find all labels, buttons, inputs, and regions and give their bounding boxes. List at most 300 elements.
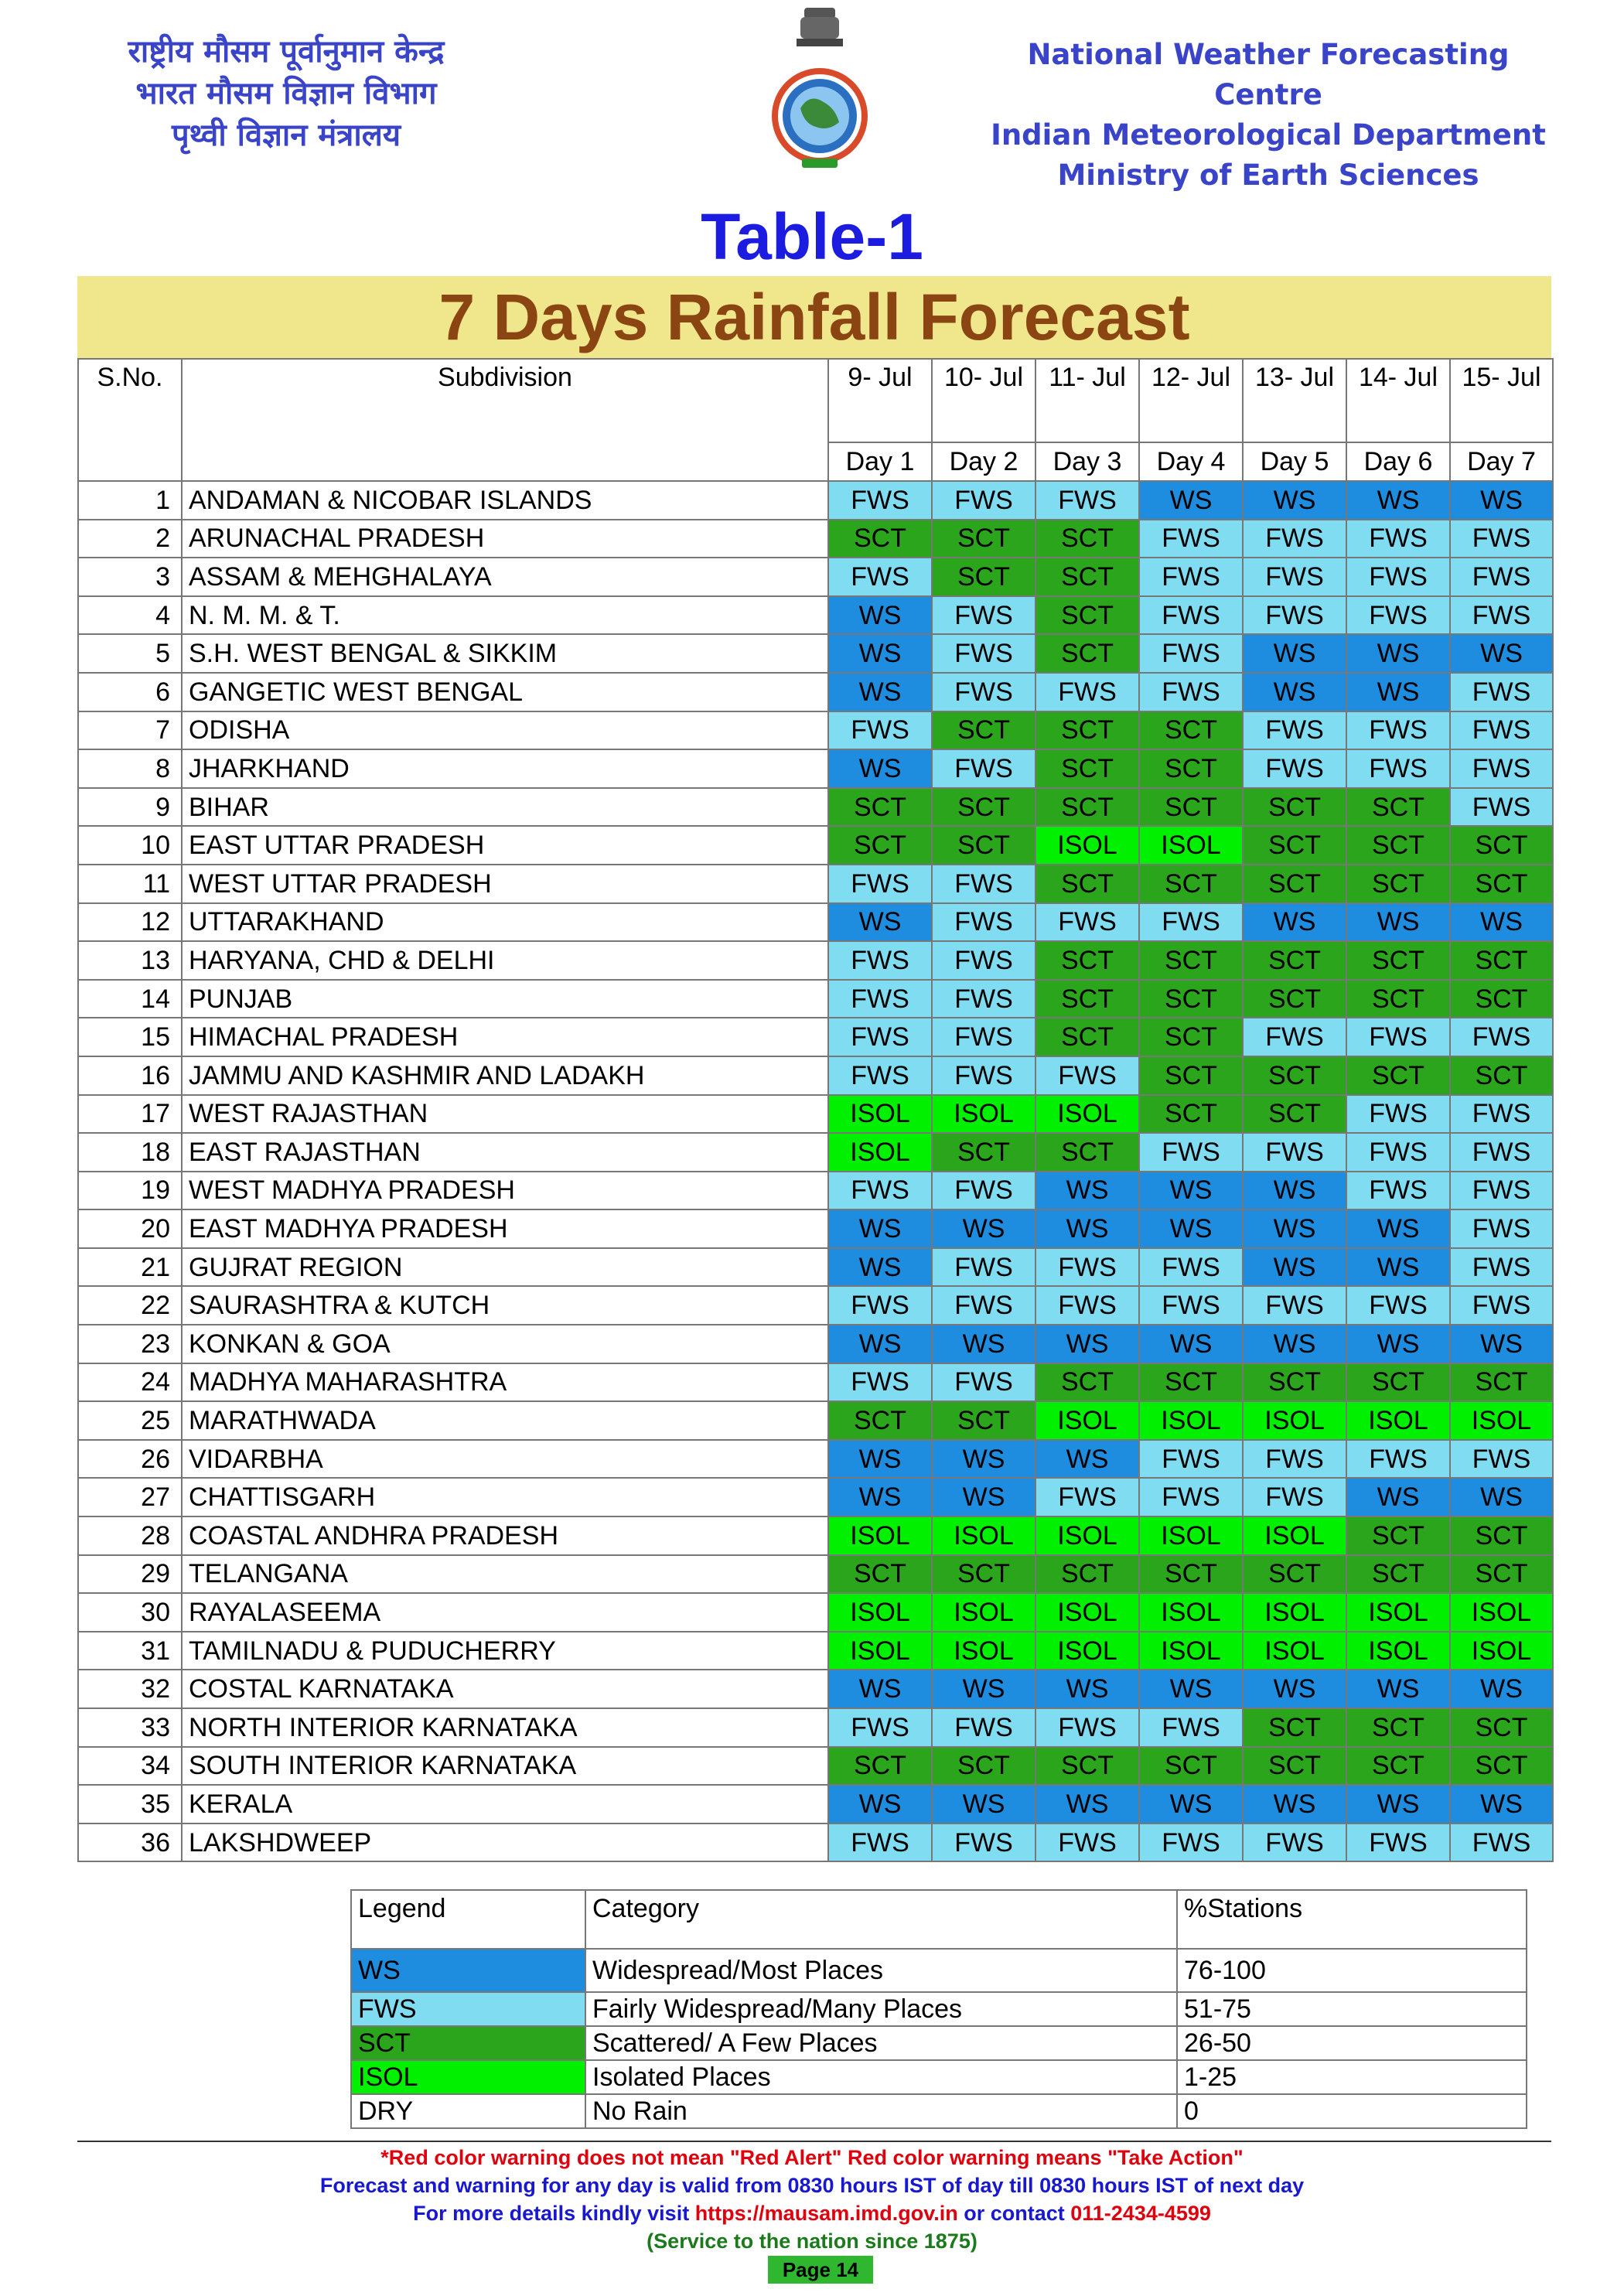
forecast-cell: WS	[1139, 1325, 1243, 1363]
table-row	[78, 749, 1553, 788]
forecast-cell: ISOL	[828, 1593, 932, 1632]
table-row	[78, 1363, 1553, 1402]
forecast-cell: SCT	[1035, 1363, 1139, 1402]
forecast-cell: FWS	[1450, 711, 1553, 750]
forecast-cell: FWS	[1450, 520, 1553, 558]
serial-number: 33	[78, 1708, 182, 1747]
forecast-cell: SCT	[1035, 1018, 1139, 1056]
forecast-cell: SCT	[1450, 1363, 1553, 1402]
legend-category: Fairly Widespread/Many Places	[585, 1992, 1177, 2026]
forecast-cell: FWS	[828, 1708, 932, 1747]
serial-number: 25	[78, 1401, 182, 1440]
forecast-cell: FWS	[932, 1018, 1035, 1056]
forecast-cell: FWS	[1035, 481, 1139, 520]
forecast-cell: SCT	[828, 520, 932, 558]
subdivision-name: ARUNACHAL PRADESH	[182, 520, 828, 558]
forecast-cell: FWS	[1139, 1133, 1243, 1172]
subdivision-name: EAST UTTAR PRADESH	[182, 826, 828, 865]
table-row	[78, 1632, 1553, 1670]
subdivision-name: HARYANA, CHD & DELHI	[182, 941, 828, 980]
table-row	[78, 558, 1553, 596]
footer-service-note: (Service to the nation since 1875)	[647, 2229, 977, 2253]
forecast-cell: SCT	[1450, 941, 1553, 980]
forecast-cell: FWS	[828, 941, 932, 980]
stations-header: %Stations	[1177, 1890, 1527, 1949]
serial-number: 13	[78, 941, 182, 980]
forecast-cell: FWS	[1450, 558, 1553, 596]
subdivision-name: WEST UTTAR PRADESH	[182, 865, 828, 903]
forecast-cell: SCT	[1139, 865, 1243, 903]
serial-number: 27	[78, 1478, 182, 1516]
forecast-cell: FWS	[1346, 749, 1450, 788]
sno-header: S.No.	[78, 359, 182, 481]
forecast-cell: SCT	[932, 826, 1035, 865]
forecast-cell: FWS	[1139, 1708, 1243, 1747]
forecast-cell: FWS	[1346, 596, 1450, 635]
forecast-cell: WS	[932, 1325, 1035, 1363]
forecast-cell: SCT	[932, 1133, 1035, 1172]
forecast-cell: SCT	[932, 711, 1035, 750]
forecast-cell: SCT	[1139, 1056, 1243, 1095]
forecast-cell: SCT	[1450, 980, 1553, 1018]
forecast-cell: WS	[1450, 481, 1553, 520]
forecast-cell: SCT	[1035, 749, 1139, 788]
forecast-cell: WS	[932, 1440, 1035, 1479]
forecast-cell: FWS	[1346, 1018, 1450, 1056]
date-header: 12- Jul	[1139, 359, 1243, 442]
table-row	[78, 1095, 1553, 1134]
subdivision-name: S.H. WEST BENGAL & SIKKIM	[182, 634, 828, 673]
forecast-cell: FWS	[1346, 1095, 1450, 1134]
date-header: 13- Jul	[1243, 359, 1346, 442]
legend-header-row	[351, 1890, 1527, 1949]
forecast-cell: FWS	[1450, 749, 1553, 788]
forecast-cell: SCT	[932, 520, 1035, 558]
footer-divider	[77, 2141, 1551, 2142]
table-row	[78, 1286, 1553, 1325]
forecast-cell: SCT	[828, 826, 932, 865]
forecast-cell: FWS	[1346, 1133, 1450, 1172]
forecast-cell: SCT	[1243, 1056, 1346, 1095]
forecast-cell: FWS	[1346, 1286, 1450, 1325]
english-header	[990, 35, 1547, 196]
serial-number: 36	[78, 1823, 182, 1862]
hindi-header-line: पृथ्वी विज्ञान मंत्रालय	[171, 118, 401, 153]
subdivision-name: BIHAR	[182, 788, 828, 827]
forecast-cell: WS	[1139, 1172, 1243, 1210]
forecast-cell: FWS	[1139, 1478, 1243, 1516]
legend-header: Legend	[351, 1890, 585, 1949]
forecast-cell: SCT	[1035, 596, 1139, 635]
forecast-cell: FWS	[828, 1172, 932, 1210]
day-header: Day 6	[1346, 442, 1450, 481]
footer-website-link[interactable]: https://mausam.imd.gov.in	[694, 2202, 958, 2225]
table-row	[78, 1248, 1553, 1287]
serial-number: 10	[78, 826, 182, 865]
legend-stations: 26-50	[1177, 2026, 1527, 2060]
forecast-body	[78, 481, 1553, 1861]
legend-row	[351, 2026, 1527, 2060]
legend-code: DRY	[351, 2094, 585, 2128]
serial-number: 34	[78, 1747, 182, 1786]
legend-category: No Rain	[585, 2094, 1177, 2128]
day-header: Day 5	[1243, 442, 1346, 481]
forecast-cell: WS	[828, 1670, 932, 1708]
forecast-cell: WS	[828, 903, 932, 942]
table-row	[78, 788, 1553, 827]
forecast-cell: WS	[1243, 673, 1346, 711]
forecast-cell: WS	[1243, 634, 1346, 673]
forecast-cell: ISOL	[1243, 1401, 1346, 1440]
forecast-cell: FWS	[1450, 1440, 1553, 1479]
table-row	[78, 826, 1553, 865]
subdivision-name: N. M. M. & T.	[182, 596, 828, 635]
forecast-cell: ISOL	[932, 1516, 1035, 1555]
forecast-cell: SCT	[1139, 1747, 1243, 1786]
day-header: Day 4	[1139, 442, 1243, 481]
forecast-cell: WS	[1035, 1670, 1139, 1708]
forecast-cell: FWS	[932, 596, 1035, 635]
forecast-cell: FWS	[1450, 1172, 1553, 1210]
serial-number: 23	[78, 1325, 182, 1363]
day-header: Day 2	[932, 442, 1035, 481]
forecast-cell: SCT	[1139, 1363, 1243, 1402]
forecast-cell: WS	[932, 1785, 1035, 1823]
subdivision-name: TELANGANA	[182, 1555, 828, 1594]
forecast-cell: ISOL	[1139, 1401, 1243, 1440]
forecast-cell: FWS	[1035, 1248, 1139, 1287]
table-row	[78, 1708, 1553, 1747]
forecast-cell: SCT	[1450, 1708, 1553, 1747]
subdivision-name: MADHYA MAHARASHTRA	[182, 1363, 828, 1402]
forecast-cell: WS	[932, 1670, 1035, 1708]
forecast-cell: ISOL	[1035, 1593, 1139, 1632]
subdivision-name: MARATHWADA	[182, 1401, 828, 1440]
serial-number: 9	[78, 788, 182, 827]
forecast-cell: WS	[1346, 1325, 1450, 1363]
forecast-cell: ISOL	[1450, 1632, 1553, 1670]
subdivision-name: WEST RAJASTHAN	[182, 1095, 828, 1134]
forecast-cell: FWS	[1035, 903, 1139, 942]
legend-row	[351, 2060, 1527, 2094]
forecast-cell: SCT	[1243, 1708, 1346, 1747]
forecast-cell: ISOL	[932, 1632, 1035, 1670]
forecast-cell: SCT	[932, 1747, 1035, 1786]
forecast-cell: SCT	[1035, 558, 1139, 596]
serial-number: 4	[78, 596, 182, 635]
forecast-cell: FWS	[932, 1172, 1035, 1210]
date-header: 10- Jul	[932, 359, 1035, 442]
imd-emblem-icon	[762, 0, 878, 186]
footer-contact-middle: or contact	[957, 2202, 1071, 2225]
forecast-cell: WS	[1346, 481, 1450, 520]
forecast-cell: ISOL	[1450, 1593, 1553, 1632]
forecast-cell: FWS	[932, 941, 1035, 980]
forecast-cell: FWS	[1243, 711, 1346, 750]
forecast-banner: 7 Days Rainfall Forecast	[77, 276, 1551, 358]
table-row	[78, 634, 1553, 673]
forecast-cell: SCT	[1035, 1133, 1139, 1172]
forecast-cell: SCT	[1035, 941, 1139, 980]
forecast-cell: FWS	[932, 1286, 1035, 1325]
forecast-cell: FWS	[1243, 1018, 1346, 1056]
forecast-cell: SCT	[1243, 865, 1346, 903]
table-row	[78, 1670, 1553, 1708]
subdivision-name: ANDAMAN & NICOBAR ISLANDS	[182, 481, 828, 520]
forecast-cell: ISOL	[1243, 1593, 1346, 1632]
serial-number: 15	[78, 1018, 182, 1056]
legend-row	[351, 1992, 1527, 2026]
forecast-cell: SCT	[1243, 1095, 1346, 1134]
forecast-cell: FWS	[828, 711, 932, 750]
forecast-cell: FWS	[932, 865, 1035, 903]
forecast-cell: ISOL	[1450, 1401, 1553, 1440]
forecast-cell: FWS	[828, 481, 932, 520]
forecast-cell: SCT	[828, 788, 932, 827]
table-row	[78, 673, 1553, 711]
forecast-cell: WS	[1243, 481, 1346, 520]
subdivision-name: EAST RAJASTHAN	[182, 1133, 828, 1172]
forecast-cell: SCT	[1346, 941, 1450, 980]
table-row	[78, 941, 1553, 980]
forecast-cell: SCT	[1243, 1363, 1346, 1402]
table-row	[78, 1401, 1553, 1440]
forecast-cell: SCT	[1035, 980, 1139, 1018]
forecast-cell: WS	[1139, 1209, 1243, 1248]
forecast-cell: FWS	[828, 1018, 932, 1056]
forecast-cell: FWS	[1139, 596, 1243, 635]
forecast-cell: SCT	[932, 788, 1035, 827]
serial-number: 21	[78, 1248, 182, 1287]
english-header-line: National Weather Forecasting Centre	[1027, 38, 1510, 111]
subdivision-header: Subdivision	[182, 359, 828, 481]
serial-number: 24	[78, 1363, 182, 1402]
table-row	[78, 1133, 1553, 1172]
forecast-cell: WS	[1035, 1172, 1139, 1210]
forecast-cell: FWS	[828, 1056, 932, 1095]
forecast-cell: SCT	[1035, 711, 1139, 750]
forecast-cell: SCT	[1346, 826, 1450, 865]
legend-category: Isolated Places	[585, 2060, 1177, 2094]
forecast-cell: WS	[828, 673, 932, 711]
forecast-cell: WS	[828, 1248, 932, 1287]
forecast-cell: FWS	[1139, 520, 1243, 558]
serial-number: 30	[78, 1593, 182, 1632]
forecast-cell: WS	[1243, 1248, 1346, 1287]
table-row	[78, 596, 1553, 635]
forecast-cell: WS	[1450, 634, 1553, 673]
legend-body	[351, 1890, 1527, 2128]
serial-number: 2	[78, 520, 182, 558]
forecast-cell: WS	[1346, 634, 1450, 673]
forecast-cell: WS	[1035, 1209, 1139, 1248]
forecast-cell: FWS	[828, 1286, 932, 1325]
forecast-cell: ISOL	[1346, 1401, 1450, 1440]
forecast-cell: FWS	[1035, 1286, 1139, 1325]
forecast-cell: FWS	[1450, 1095, 1553, 1134]
forecast-cell: SCT	[932, 1555, 1035, 1594]
subdivision-name: JAMMU AND KASHMIR AND LADAKH	[182, 1056, 828, 1095]
forecast-cell: SCT	[1346, 788, 1450, 827]
table-row	[78, 1478, 1553, 1516]
forecast-cell: FWS	[1450, 1209, 1553, 1248]
forecast-cell: FWS	[932, 1823, 1035, 1862]
forecast-cell: FWS	[828, 558, 932, 596]
forecast-cell: SCT	[1346, 1555, 1450, 1594]
table-row	[78, 903, 1553, 942]
forecast-cell: WS	[1139, 1785, 1243, 1823]
forecast-cell: WS	[1243, 1670, 1346, 1708]
forecast-cell: SCT	[1346, 865, 1450, 903]
forecast-cell: SCT	[1035, 1555, 1139, 1594]
forecast-cell: FWS	[1450, 1018, 1553, 1056]
legend-stations: 76-100	[1177, 1949, 1527, 1992]
date-header: 11- Jul	[1035, 359, 1139, 442]
forecast-cell: SCT	[1035, 1747, 1139, 1786]
table-row	[78, 481, 1553, 520]
serial-number: 7	[78, 711, 182, 750]
forecast-cell: FWS	[1243, 1440, 1346, 1479]
legend-code: SCT	[351, 2026, 585, 2060]
forecast-cell: WS	[1450, 903, 1553, 942]
forecast-cell: SCT	[1139, 1018, 1243, 1056]
subdivision-name: SAURASHTRA & KUTCH	[182, 1286, 828, 1325]
table-row	[78, 1516, 1553, 1555]
forecast-cell: WS	[1139, 1670, 1243, 1708]
subdivision-name: TAMILNADU & PUDUCHERRY	[182, 1632, 828, 1670]
forecast-cell: WS	[1243, 1325, 1346, 1363]
forecast-cell: FWS	[828, 980, 932, 1018]
table-row	[78, 711, 1553, 750]
subdivision-name: GUJRAT REGION	[182, 1248, 828, 1287]
forecast-cell: FWS	[932, 1248, 1035, 1287]
forecast-cell: SCT	[1346, 1056, 1450, 1095]
table-row	[78, 1172, 1553, 1210]
day-header: Day 7	[1450, 442, 1553, 481]
forecast-cell: ISOL	[1035, 1632, 1139, 1670]
forecast-cell: SCT	[1346, 1516, 1450, 1555]
forecast-cell: FWS	[1243, 1478, 1346, 1516]
subdivision-name: EAST MADHYA PRADESH	[182, 1209, 828, 1248]
forecast-cell: WS	[1035, 1325, 1139, 1363]
forecast-cell: FWS	[932, 980, 1035, 1018]
forecast-cell: WS	[1450, 1325, 1553, 1363]
serial-number: 8	[78, 749, 182, 788]
legend-category: Scattered/ A Few Places	[585, 2026, 1177, 2060]
forecast-cell: WS	[1450, 1670, 1553, 1708]
serial-number: 28	[78, 1516, 182, 1555]
forecast-cell: WS	[1035, 1440, 1139, 1479]
forecast-cell: SCT	[1243, 788, 1346, 827]
forecast-cell: ISOL	[828, 1133, 932, 1172]
footer-warning-note: *Red color warning does not mean "Red Alert" Red color warning means "Take Action"	[380, 2146, 1244, 2169]
forecast-cell: FWS	[1346, 558, 1450, 596]
forecast-cell: ISOL	[1035, 1095, 1139, 1134]
forecast-cell: FWS	[932, 1056, 1035, 1095]
serial-number: 17	[78, 1095, 182, 1134]
forecast-cell: FWS	[1346, 1172, 1450, 1210]
forecast-cell: SCT	[1243, 941, 1346, 980]
serial-number: 26	[78, 1440, 182, 1479]
forecast-cell: WS	[1243, 1209, 1346, 1248]
table-row	[78, 980, 1553, 1018]
serial-number: 12	[78, 903, 182, 942]
forecast-cell: FWS	[1035, 1708, 1139, 1747]
forecast-cell: ISOL	[1243, 1516, 1346, 1555]
forecast-cell: FWS	[932, 481, 1035, 520]
subdivision-name: RAYALASEEMA	[182, 1593, 828, 1632]
table-row	[78, 1209, 1553, 1248]
forecast-cell: WS	[1346, 1785, 1450, 1823]
forecast-cell: FWS	[1243, 558, 1346, 596]
forecast-cell: SCT	[1450, 1747, 1553, 1786]
serial-number: 6	[78, 673, 182, 711]
forecast-cell: FWS	[932, 1708, 1035, 1747]
forecast-cell: FWS	[1139, 673, 1243, 711]
forecast-cell: SCT	[1139, 788, 1243, 827]
serial-number: 35	[78, 1785, 182, 1823]
legend-category: Widespread/Most Places	[585, 1949, 1177, 1992]
forecast-cell: SCT	[1243, 1555, 1346, 1594]
table-row	[78, 1440, 1553, 1479]
forecast-cell: FWS	[932, 634, 1035, 673]
forecast-cell: FWS	[1139, 558, 1243, 596]
subdivision-name: COASTAL ANDHRA PRADESH	[182, 1516, 828, 1555]
legend-stations: 1-25	[1177, 2060, 1527, 2094]
date-header: 15- Jul	[1450, 359, 1553, 442]
forecast-cell: FWS	[1346, 1823, 1450, 1862]
forecast-cell: WS	[828, 1325, 932, 1363]
forecast-cell: WS	[1346, 903, 1450, 942]
forecast-cell: ISOL	[1346, 1632, 1450, 1670]
forecast-cell: FWS	[1450, 673, 1553, 711]
forecast-cell: WS	[1243, 903, 1346, 942]
forecast-cell: FWS	[1243, 1133, 1346, 1172]
forecast-cell: ISOL	[1139, 1632, 1243, 1670]
forecast-cell: FWS	[1346, 520, 1450, 558]
forecast-cell: SCT	[1346, 980, 1450, 1018]
forecast-cell: SCT	[1243, 1747, 1346, 1786]
forecast-cell: WS	[828, 634, 932, 673]
subdivision-name: LAKSHDWEEP	[182, 1823, 828, 1862]
forecast-cell: FWS	[1450, 1823, 1553, 1862]
forecast-cell: SCT	[932, 558, 1035, 596]
forecast-cell: SCT	[1139, 1095, 1243, 1134]
forecast-cell: FWS	[1035, 1478, 1139, 1516]
forecast-cell: SCT	[828, 1747, 932, 1786]
serial-number: 31	[78, 1632, 182, 1670]
serial-number: 18	[78, 1133, 182, 1172]
forecast-cell: WS	[828, 1785, 932, 1823]
forecast-cell: ISOL	[828, 1095, 932, 1134]
subdivision-name: KERALA	[182, 1785, 828, 1823]
legend-row	[351, 1949, 1527, 1992]
forecast-cell: WS	[1346, 1209, 1450, 1248]
serial-number: 1	[78, 481, 182, 520]
forecast-cell: FWS	[1243, 596, 1346, 635]
forecast-cell: FWS	[1035, 673, 1139, 711]
forecast-cell: WS	[828, 749, 932, 788]
day-header: Day 3	[1035, 442, 1139, 481]
date-header: 9- Jul	[828, 359, 932, 442]
footer-validity-note: Forecast and warning for any day is valid from 0830 hours IST of day till 0830 hours IST of next day	[319, 2174, 1305, 2197]
forecast-cell: WS	[1346, 1478, 1450, 1516]
serial-number: 19	[78, 1172, 182, 1210]
forecast-cell: FWS	[1139, 1248, 1243, 1287]
forecast-cell: SCT	[1450, 1516, 1553, 1555]
forecast-cell: FWS	[932, 1363, 1035, 1402]
english-header-line: Ministry of Earth Sciences	[1057, 159, 1479, 192]
